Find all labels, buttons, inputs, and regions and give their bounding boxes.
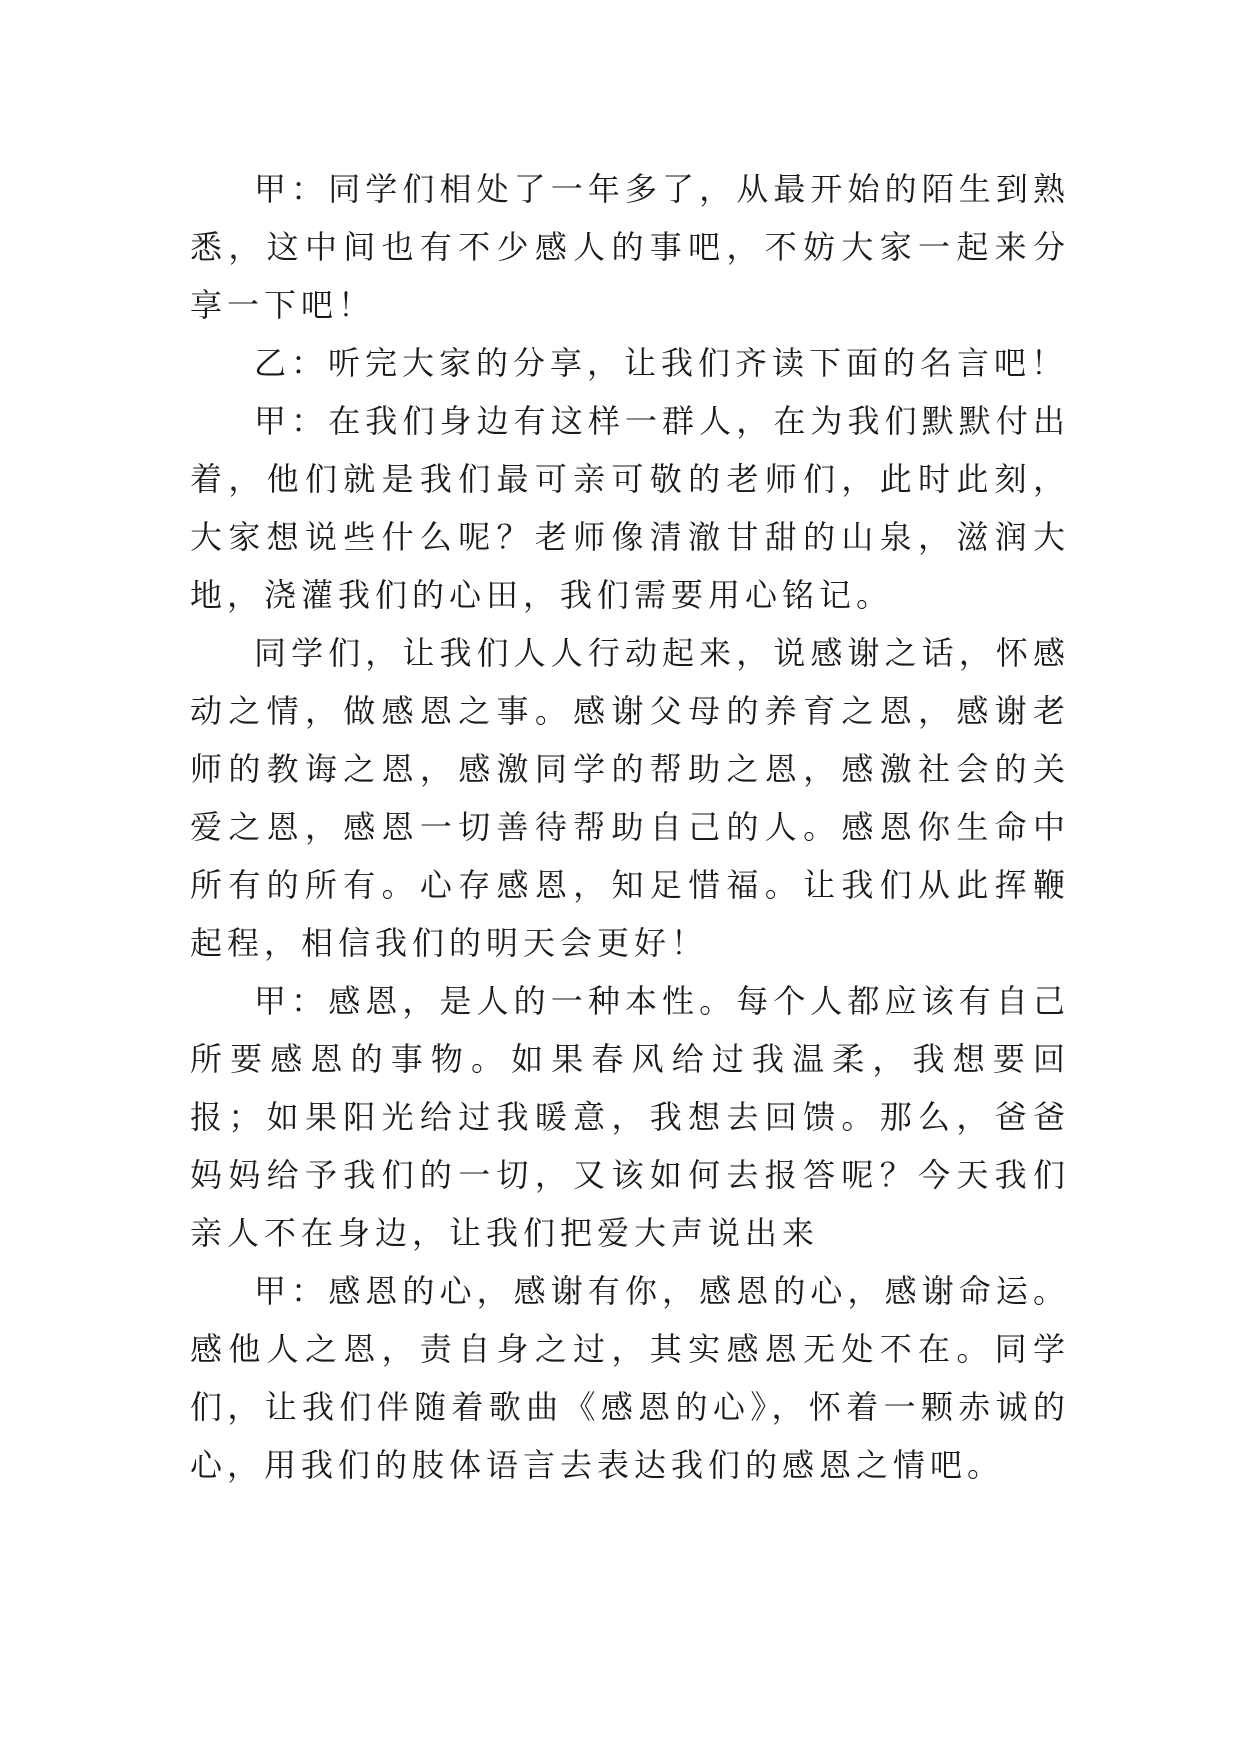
paragraph-5: 甲：感恩，是人的一种本性。每个人都应该有自己所要感恩的事物。如果春风给过我温柔，我想要回报；如果阳光给过我暖意，我想去回馈。那么，爸爸妈妈给予我们的一切，又该如何去报答呢？今天我们亲人不在身边，让我们把爱大声说出来 xyxy=(190,982,1070,1252)
paragraph-2: 乙：听完大家的分享，让我们齐读下面的名言吧！ xyxy=(254,344,1069,382)
paragraph-3: 甲：在我们身边有这样一群人，在为我们默默付出着，他们就是我们最可亲可敬的老师们，此时此刻，大家想说些什么呢？老师像清澈甘甜的山泉，滋润大地，浇灌我们的心田，我们需要用心铭记。 xyxy=(190,402,1070,614)
paragraph-4: 同学们，让我们人人行动起来，说感谢之话，怀感动之情，做感恩之事。感谢父母的养育之恩，感谢老师的教诲之恩，感激同学的帮助之恩，感激社会的关爱之恩，感恩一切善待帮助自己的人。感恩你生命中所有的所有。心存感恩，知足惜福。让我们从此挥鞭起程，相信我们的明天会更好！ xyxy=(190,634,1070,962)
document-body xyxy=(190,160,1070,1494)
paragraph-1: 甲：同学们相处了一年多了，从最开始的陌生到熟悉，这中间也有不少感人的事吧，不妨大家一起来分享一下吧！ xyxy=(190,170,1070,324)
paragraph-6: 甲：感恩的心，感谢有你，感恩的心，感谢命运。感他人之恩，责自身之过，其实感恩无处不在。同学们，让我们伴随着歌曲《感恩的心》，怀着一颗赤诚的心，用我们的肢体语言去表达我们的感恩之情吧。 xyxy=(190,1272,1070,1484)
